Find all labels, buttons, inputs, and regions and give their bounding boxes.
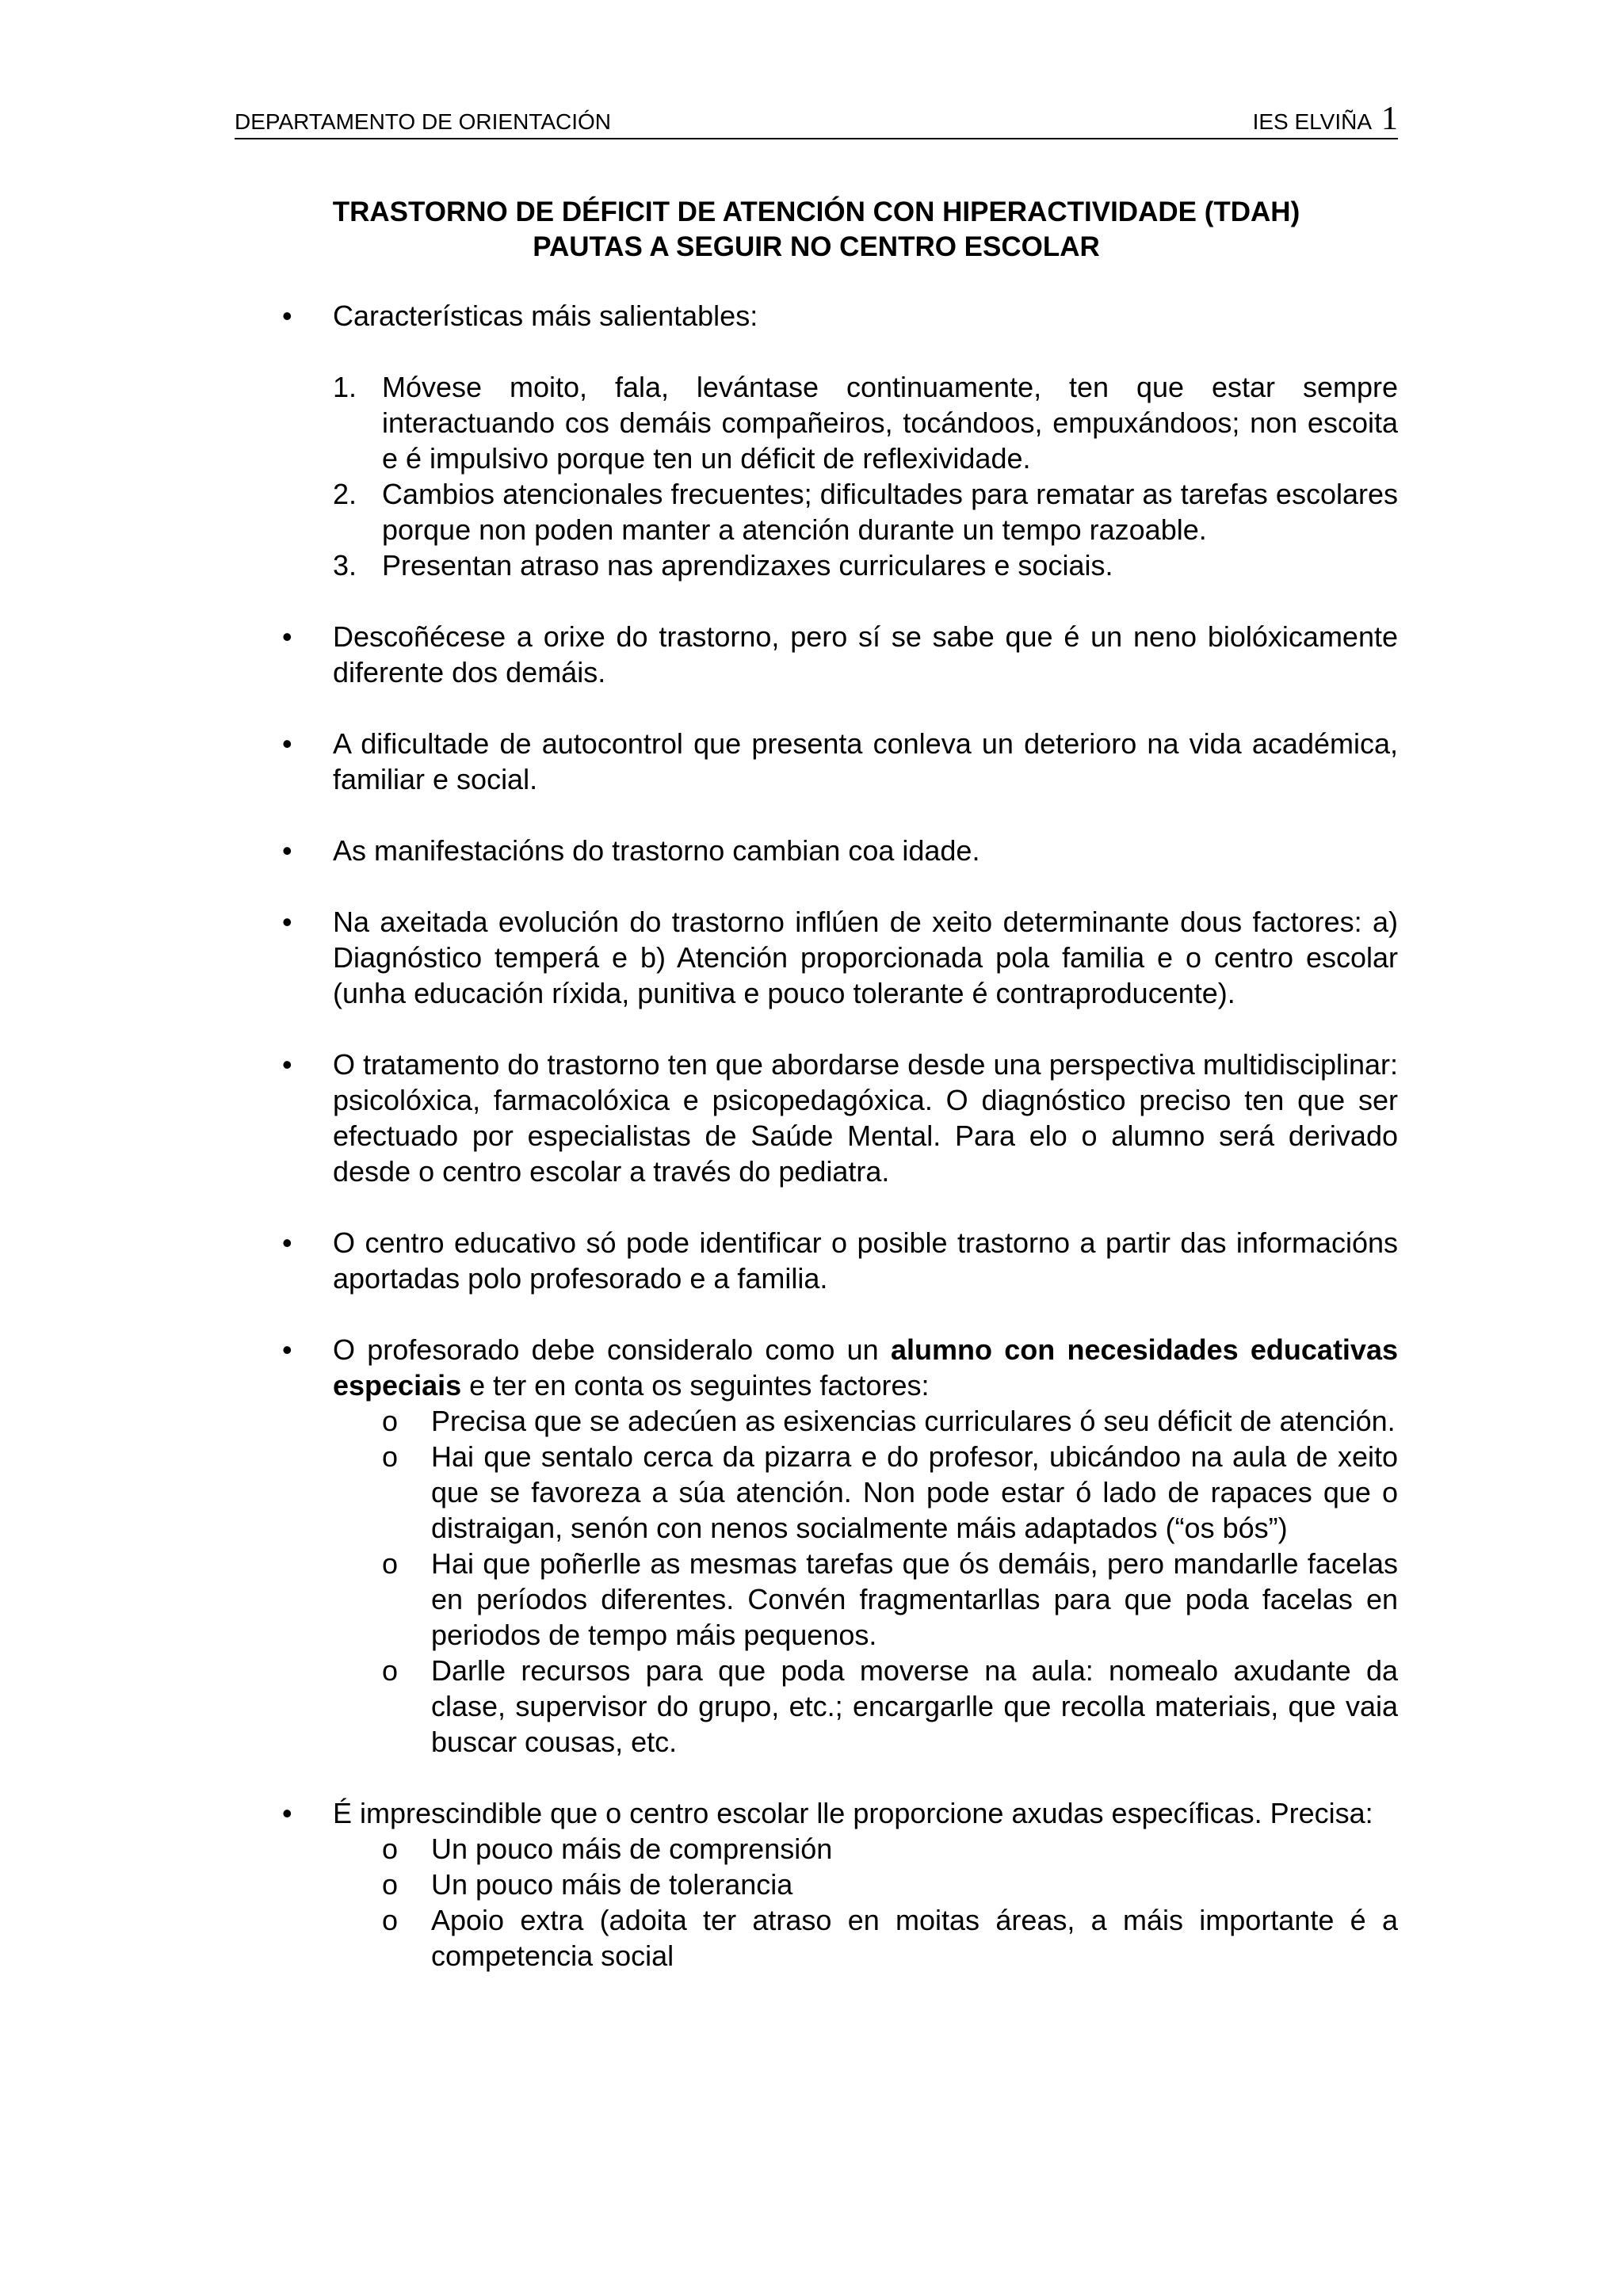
sub-list-item-text: Un pouco máis de tolerancia xyxy=(431,1868,793,1901)
circle-bullet-icon: o xyxy=(382,1868,399,1901)
text-before: O profesorado debe consideralo como un xyxy=(333,1333,879,1366)
bullet-age xyxy=(235,833,1398,868)
bullet-icon: • xyxy=(282,1797,292,1829)
sub-list-item xyxy=(333,1902,1398,1974)
bullet-icon: • xyxy=(282,906,292,938)
list-item xyxy=(333,547,1398,583)
bullet-teachers xyxy=(235,1332,1398,1760)
sub-list-item xyxy=(333,1831,1398,1867)
sub-list-item-text: Precisa que se adecúen as esixencias curriculares ó seu déficit de atención. xyxy=(431,1405,1396,1437)
bullet-text: Descoñécese a orixe do trastorno, pero sí se sabe que é un neno biolóxicamente diferente dos demáis. xyxy=(333,620,1398,688)
sub-list-item xyxy=(333,1867,1398,1902)
bullet-icon: • xyxy=(282,1048,292,1081)
bullet-support xyxy=(235,1795,1398,1974)
list-number: 2. xyxy=(333,478,357,510)
sub-list-item xyxy=(333,1546,1398,1653)
sub-list xyxy=(333,1831,1398,1974)
bullet-text: O centro educativo só pode identificar o posible trastorno a partir das informacións aportadas polo profesorado e a familia. xyxy=(333,1226,1398,1295)
circle-bullet-icon: o xyxy=(382,1654,399,1687)
bullet-icon: • xyxy=(282,1226,292,1259)
list-item-text: Móvese moito, fala, levántase continuamente, ten que estar sempre interactuando cos demáis compañeiros, tocándoos, empuxándoos; non escoita e é impulsivo porque ten un déficit de reflexividade. xyxy=(382,371,1398,475)
document-title xyxy=(235,195,1398,265)
list-number: 1. xyxy=(333,371,357,403)
bullet-icon: • xyxy=(282,620,292,653)
bullet-evolution xyxy=(235,904,1398,1011)
bullet-icon: • xyxy=(282,834,292,867)
sub-list-item-text: Un pouco máis de comprensión xyxy=(431,1833,833,1865)
bullet-icon: • xyxy=(282,1333,292,1366)
list-item-text: Cambios atencionales frecuentes; dificultades para rematar as tarefas escolares porque non poden manter a atención durante un tempo razoable. xyxy=(382,478,1398,546)
title-line-1: TRASTORNO DE DÉFICIT DE ATENCIÓN CON HIPERACTIVIDADE (TDAH) xyxy=(332,196,1300,227)
sub-list-item-text: Darlle recursos para que poda moverse na aula: nomealo axudante da clase, supervisor do grupo, etc.; encargarlle que recolla materiais, que vaia buscar cousas, etc. xyxy=(431,1654,1398,1758)
list-item xyxy=(333,369,1398,476)
header-school: IES ELVIÑA xyxy=(1252,109,1372,134)
list-item xyxy=(333,476,1398,547)
bullet-origin xyxy=(235,619,1398,690)
sub-list-item-text: Apoio extra (adoita ter atraso en moitas áreas, a máis importante é a competencia social xyxy=(431,1904,1398,1972)
bullet-text: É imprescindible que o centro escolar lle proporcione axudas específicas. Precisa: xyxy=(333,1797,1373,1829)
sub-list-item xyxy=(333,1439,1398,1546)
list-item-text: Presentan atraso nas aprendizaxes curriculares e sociais. xyxy=(382,549,1113,582)
bullet-text: Características máis salientables: xyxy=(333,299,758,332)
circle-bullet-icon: o xyxy=(382,1833,399,1865)
bullet-icon: • xyxy=(282,299,292,332)
sub-list-item xyxy=(333,1653,1398,1760)
bullet-identification xyxy=(235,1225,1398,1296)
circle-bullet-icon: o xyxy=(382,1440,399,1473)
bullet-text: O tratamento do trastorno ten que abordarse desde una perspectiva multidisciplinar: psicolóxica, farmacolóxica e psicopedagóxica. O diagnóstico preciso ten que ser efectuado por especialistas de Saúde Mental. Para elo o alumno será derivado desde o centro escolar a través do pediatra. xyxy=(333,1048,1398,1188)
bullet-icon: • xyxy=(282,727,292,760)
bullet-characteristics xyxy=(235,298,1398,583)
bullet-treatment xyxy=(235,1047,1398,1189)
page-header xyxy=(235,98,1398,139)
circle-bullet-icon: o xyxy=(382,1405,399,1437)
bullet-text xyxy=(333,1332,1398,1403)
page-number: 1 xyxy=(1381,101,1398,137)
title-line-2: PAUTAS A SEGUIR NO CENTRO ESCOLAR xyxy=(533,231,1100,262)
bullet-self-control xyxy=(235,726,1398,797)
text-after: e ter en conta os seguintes factores: xyxy=(469,1369,930,1402)
bold-emphasis: alumno con necesidades educativas especiais xyxy=(333,1333,1398,1402)
list-number: 3. xyxy=(333,549,357,582)
sub-list-item xyxy=(333,1403,1398,1439)
document-body xyxy=(235,298,1398,2009)
numbered-list xyxy=(333,369,1398,583)
circle-bullet-icon: o xyxy=(382,1904,399,1936)
sub-list-item-text: Hai que poñerlle as mesmas tarefas que ós demáis, pero mandarlle facelas en períodos diferentes. Convén fragmentarllas para que poda facelas en periodos de tempo máis pequenos. xyxy=(431,1547,1398,1651)
circle-bullet-icon: o xyxy=(382,1547,399,1580)
bullet-text: As manifestacións do trastorno cambian coa idade. xyxy=(333,834,980,867)
bullet-text: Na axeitada evolución do trastorno inflúen de xeito determinante dous factores: a) Diagnóstico temperá e b) Atención proporcionada pola familia e o centro escolar (unha educación ríxida, punitiva e pouco tolerante é contraproducente). xyxy=(333,906,1398,1009)
header-right xyxy=(1253,103,1398,135)
sub-list-item-text: Hai que sentalo cerca da pizarra e do profesor, ubicándoo na aula de xeito que se favoreza a súa atención. Non pode estar ó lado de rapaces que o distraigan, senón con nenos socialmente máis adaptados (“os bós”) xyxy=(431,1440,1398,1544)
sub-list xyxy=(333,1403,1398,1760)
header-department: DEPARTAMENTO DE ORIENTACIÓN xyxy=(235,109,612,134)
bullet-text: A dificultade de autocontrol que presenta conleva un deterioro na vida académica, familiar e social. xyxy=(333,727,1398,795)
